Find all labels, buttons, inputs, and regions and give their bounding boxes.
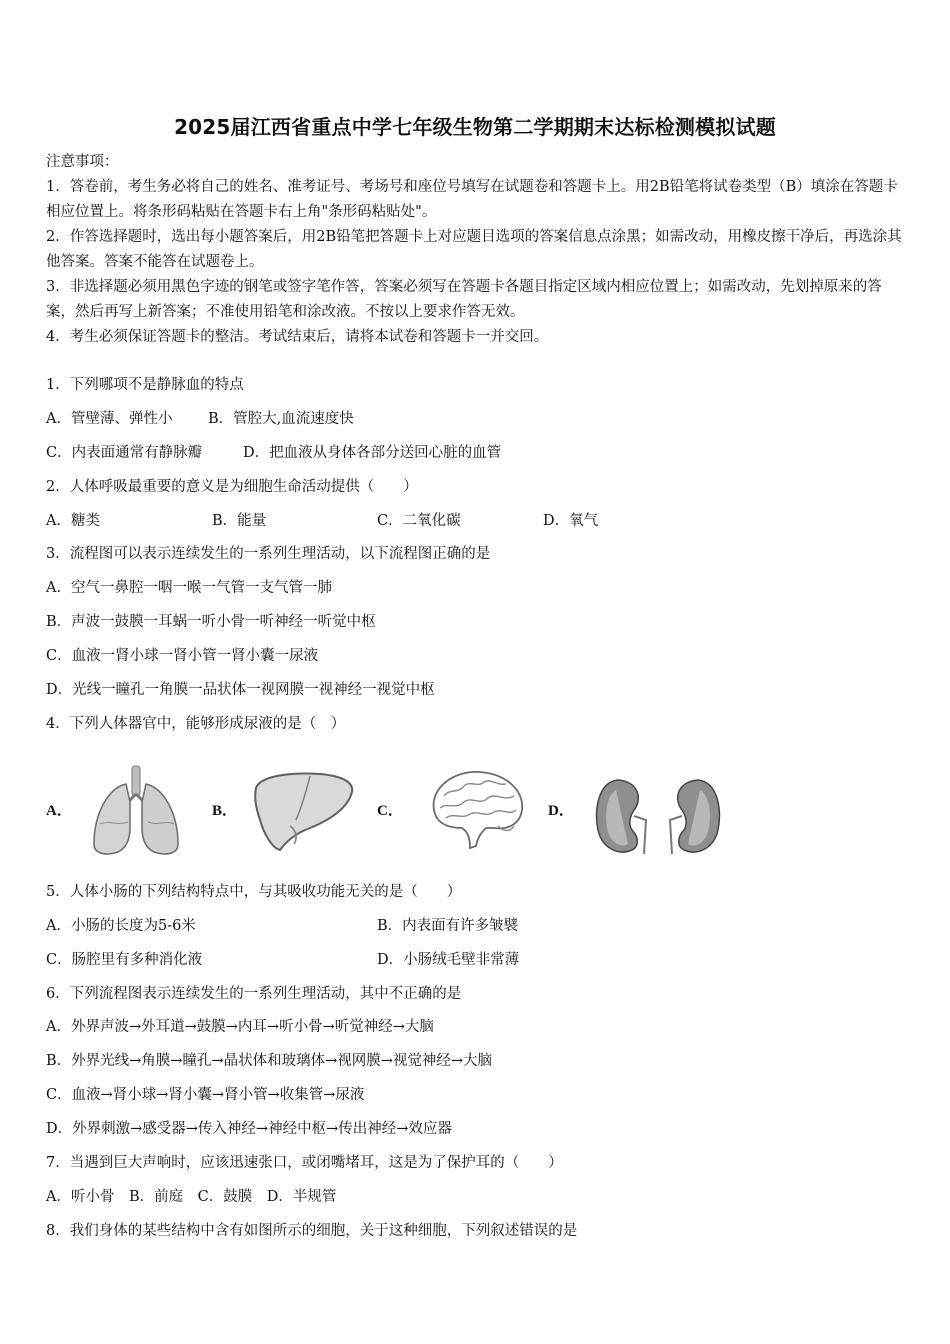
q4-option-a-label[interactable]: A． — [46, 803, 72, 819]
kidneys-icon — [594, 776, 722, 858]
q2-option-d[interactable]: D．氧气 — [543, 513, 599, 529]
q2-option-a[interactable]: A．糖类 — [46, 513, 100, 529]
question-8-stem: 8．我们身体的某些结构中含有如图所示的细胞，关于这种细胞，下列叙述错误的是 — [46, 1223, 578, 1239]
q5-option-a[interactable]: A．小肠的长度为5-6米 — [46, 918, 196, 934]
q4-option-d-label[interactable]: D． — [548, 803, 574, 819]
notice-item-2: 2．作答选择题时，选出每小题答案后，用2B铅笔把答题卡上对应题目选项的答案信息点涂黑；如需改动，用橡皮擦干净后，再选涂其他答案。答案不能答在试题卷上。 — [46, 229, 902, 270]
notice-section — [46, 150, 906, 350]
q6-option-d[interactable]: D．外界刺激→感受器→传入神经→神经中枢→传出神经→效应器 — [46, 1121, 452, 1137]
lungs-icon — [88, 764, 184, 858]
q2-option-b[interactable]: B．能量 — [212, 513, 267, 529]
q3-option-b[interactable]: B．声波一鼓膜一耳蜗一听小骨一听神经一听觉中枢 — [46, 614, 376, 630]
q4-option-b-label[interactable]: B． — [212, 803, 238, 819]
q1-option-d[interactable]: D．把血液从身体各部分送回心脏的血管 — [243, 445, 502, 461]
q7-options[interactable]: A．听小骨 B．前庭 C．鼓膜 D．半规管 — [46, 1189, 337, 1205]
q5-option-c[interactable]: C．肠腔里有多种消化液 — [46, 952, 203, 968]
q4-option-c-label[interactable]: C． — [377, 803, 403, 819]
question-6-stem: 6．下列流程图表示连续发生的一系列生理活动，其中不正确的是 — [46, 986, 462, 1002]
q6-option-a[interactable]: A．外界声波→外耳道→鼓膜→内耳→听小骨→听觉神经→大脑 — [46, 1019, 434, 1035]
q1-option-a[interactable]: A．管壁薄、弹性小 — [46, 411, 173, 427]
question-4-stem: 4．下列人体器官中，能够形成尿液的是（ ） — [46, 716, 346, 732]
q1-option-c[interactable]: C．内表面通常有静脉瓣 — [46, 445, 203, 461]
question-3-stem: 3．流程图可以表示连续发生的一系列生理活动，以下流程图正确的是 — [46, 546, 491, 562]
q6-option-b[interactable]: B．外界光线→角膜→瞳孔→晶状体和玻璃体→视网膜→视觉神经→大脑 — [46, 1053, 493, 1069]
liver-icon — [250, 768, 358, 854]
q3-option-c[interactable]: C．血液一肾小球一肾小管一肾小囊一尿液 — [46, 648, 319, 664]
q5-option-b[interactable]: B．内表面有许多皱襞 — [377, 918, 519, 934]
notice-heading: 注意事项： — [46, 154, 119, 170]
notice-item-1: 1．答卷前，考生务必将自己的姓名、准考证号、考场号和座位号填写在试题卷和答题卡上。用2B铅笔将试卷类型（B）填涂在答题卡相应位置上。将条形码粘贴在答题卡右上角"条形码粘贴处"。 — [46, 179, 898, 220]
question-1-stem: 1．下列哪项不是静脉血的特点 — [46, 377, 244, 393]
q6-option-c[interactable]: C．血液→肾小球→肾小囊→肾小管→收集管→尿液 — [46, 1087, 365, 1103]
q3-option-a[interactable]: A．空气一鼻腔一咽一喉一气管一支气管一肺 — [46, 580, 332, 596]
q5-option-d[interactable]: D．小肠绒毛壁非常薄 — [377, 952, 520, 968]
q1-option-b[interactable]: B．管腔大,血流速度快 — [208, 411, 354, 427]
question-5-stem: 5．人体小肠的下列结构特点中，与其吸收功能无关的是（ ） — [46, 884, 462, 900]
question-2-stem: 2．人体呼吸最重要的意义是为细胞生命活动提供（ ） — [46, 479, 418, 495]
notice-item-3: 3．非选择题必须用黑色字迹的钢笔或签字笔作答，答案必须写在答题卡各题目指定区域内相应位置上；如需改动，先划掉原来的答案，然后再写上新答案；不准使用铅笔和涂改液。不按以上要求作答无效。 — [46, 279, 882, 320]
q2-option-c[interactable]: C．二氧化碳 — [377, 513, 461, 529]
q3-option-d[interactable]: D．光线一瞳孔一角膜一品状体一视网膜一视神经一视觉中枢 — [46, 682, 435, 698]
page-title: 2025届江西省重点中学七年级生物第二学期期末达标检测模拟试题 — [174, 115, 776, 139]
brain-icon — [424, 766, 530, 856]
question-7-stem: 7．当遇到巨大声响时，应该迅速张口，或闭嘴堵耳，这是为了保护耳的（ ） — [46, 1155, 563, 1171]
notice-item-4: 4．考生必须保证答题卡的整洁。考试结束后，请将本试卷和答题卡一并交回。 — [46, 329, 549, 345]
